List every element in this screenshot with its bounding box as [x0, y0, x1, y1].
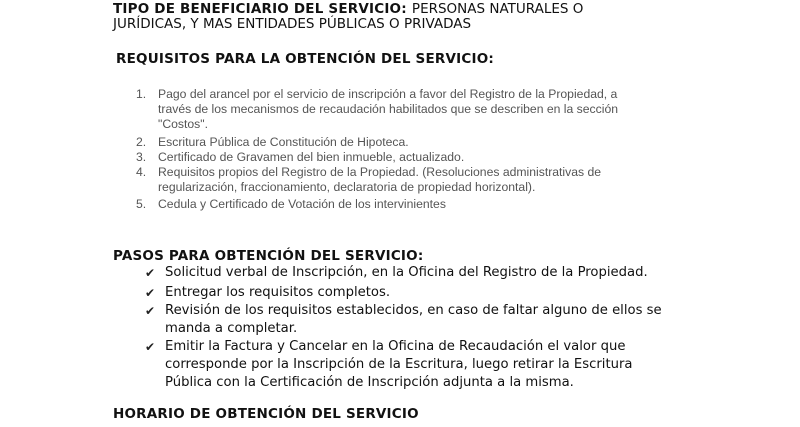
requisito-5-line-1: Cedula y Certificado de Votación de los intervinientes — [158, 197, 446, 211]
paso-3-line-1: Revisión de los requisitos establecidos, en caso de faltar alguno de ellos se — [165, 303, 662, 318]
requisitos-heading: REQUISITOS PARA LA OBTENCIÓN DEL SERVICIO: — [116, 51, 494, 67]
requisito-1-line-2: través de los mecanismos de recaudación habilitados que se describen en la sección — [158, 102, 619, 116]
requisito-1-line-1: Pago del arancel por el servicio de inscripción a favor del Registro de la Propiedad, a — [158, 87, 618, 101]
requisito-number: 3. — [136, 150, 147, 164]
paso-1-line-1: Solicitud verbal de Inscripción, en la Oficina del Registro de la Propiedad. — [165, 265, 648, 280]
checkmark-icon: ✔ — [145, 304, 156, 318]
beneficiario-text-2: JURÍDICAS, Y MAS ENTIDADES PÚBLICAS O PRIVADAS — [113, 16, 472, 32]
pasos-heading: PASOS PARA OBTENCIÓN DEL SERVICIO: — [113, 248, 424, 264]
requisito-4-line-1: Requisitos propios del Registro de la Propiedad. (Resoluciones administrativas de — [158, 165, 602, 179]
paso-4-line-1: Emitir la Factura y Cancelar en la Oficina de Recaudación el valor que — [165, 339, 626, 354]
paso-4-line-3: Pública con la Certificación de Inscripción adjunta a la misma. — [165, 375, 574, 390]
checkmark-icon: ✔ — [145, 286, 156, 300]
requisito-number: 5. — [136, 197, 147, 211]
horario-heading: HORARIO DE OBTENCIÓN DEL SERVICIO — [113, 406, 419, 422]
requisito-3-line-1: Certificado de Gravamen del bien inmueble, actualizado. — [158, 150, 465, 164]
checkmark-icon: ✔ — [145, 340, 156, 354]
requisito-number: 2. — [136, 135, 147, 149]
paso-3-line-2: manda a completar. — [165, 321, 298, 336]
paso-4-line-2: corresponde por la Inscripción de la Escritura, luego retirar la Escritura — [165, 357, 633, 372]
requisito-number: 1. — [136, 87, 147, 101]
requisito-number: 4. — [136, 165, 147, 179]
paso-2-line-1: Entregar los requisitos completos. — [165, 285, 391, 300]
beneficiario-text-1: PERSONAS NATURALES O — [411, 1, 584, 17]
beneficiario-heading: TIPO DE BENEFICIARIO DEL SERVICIO: — [113, 1, 407, 17]
beneficiario-line-1 — [113, 0, 583, 17]
checkmark-icon: ✔ — [145, 266, 156, 280]
requisito-2-line-1: Escritura Pública de Constitución de Hipoteca. — [158, 135, 409, 149]
requisito-1-line-3: "Costos". — [158, 117, 208, 131]
requisito-4-line-2: regularización, fraccionamiento, declaratoria de propiedad horizontal). — [158, 180, 536, 194]
